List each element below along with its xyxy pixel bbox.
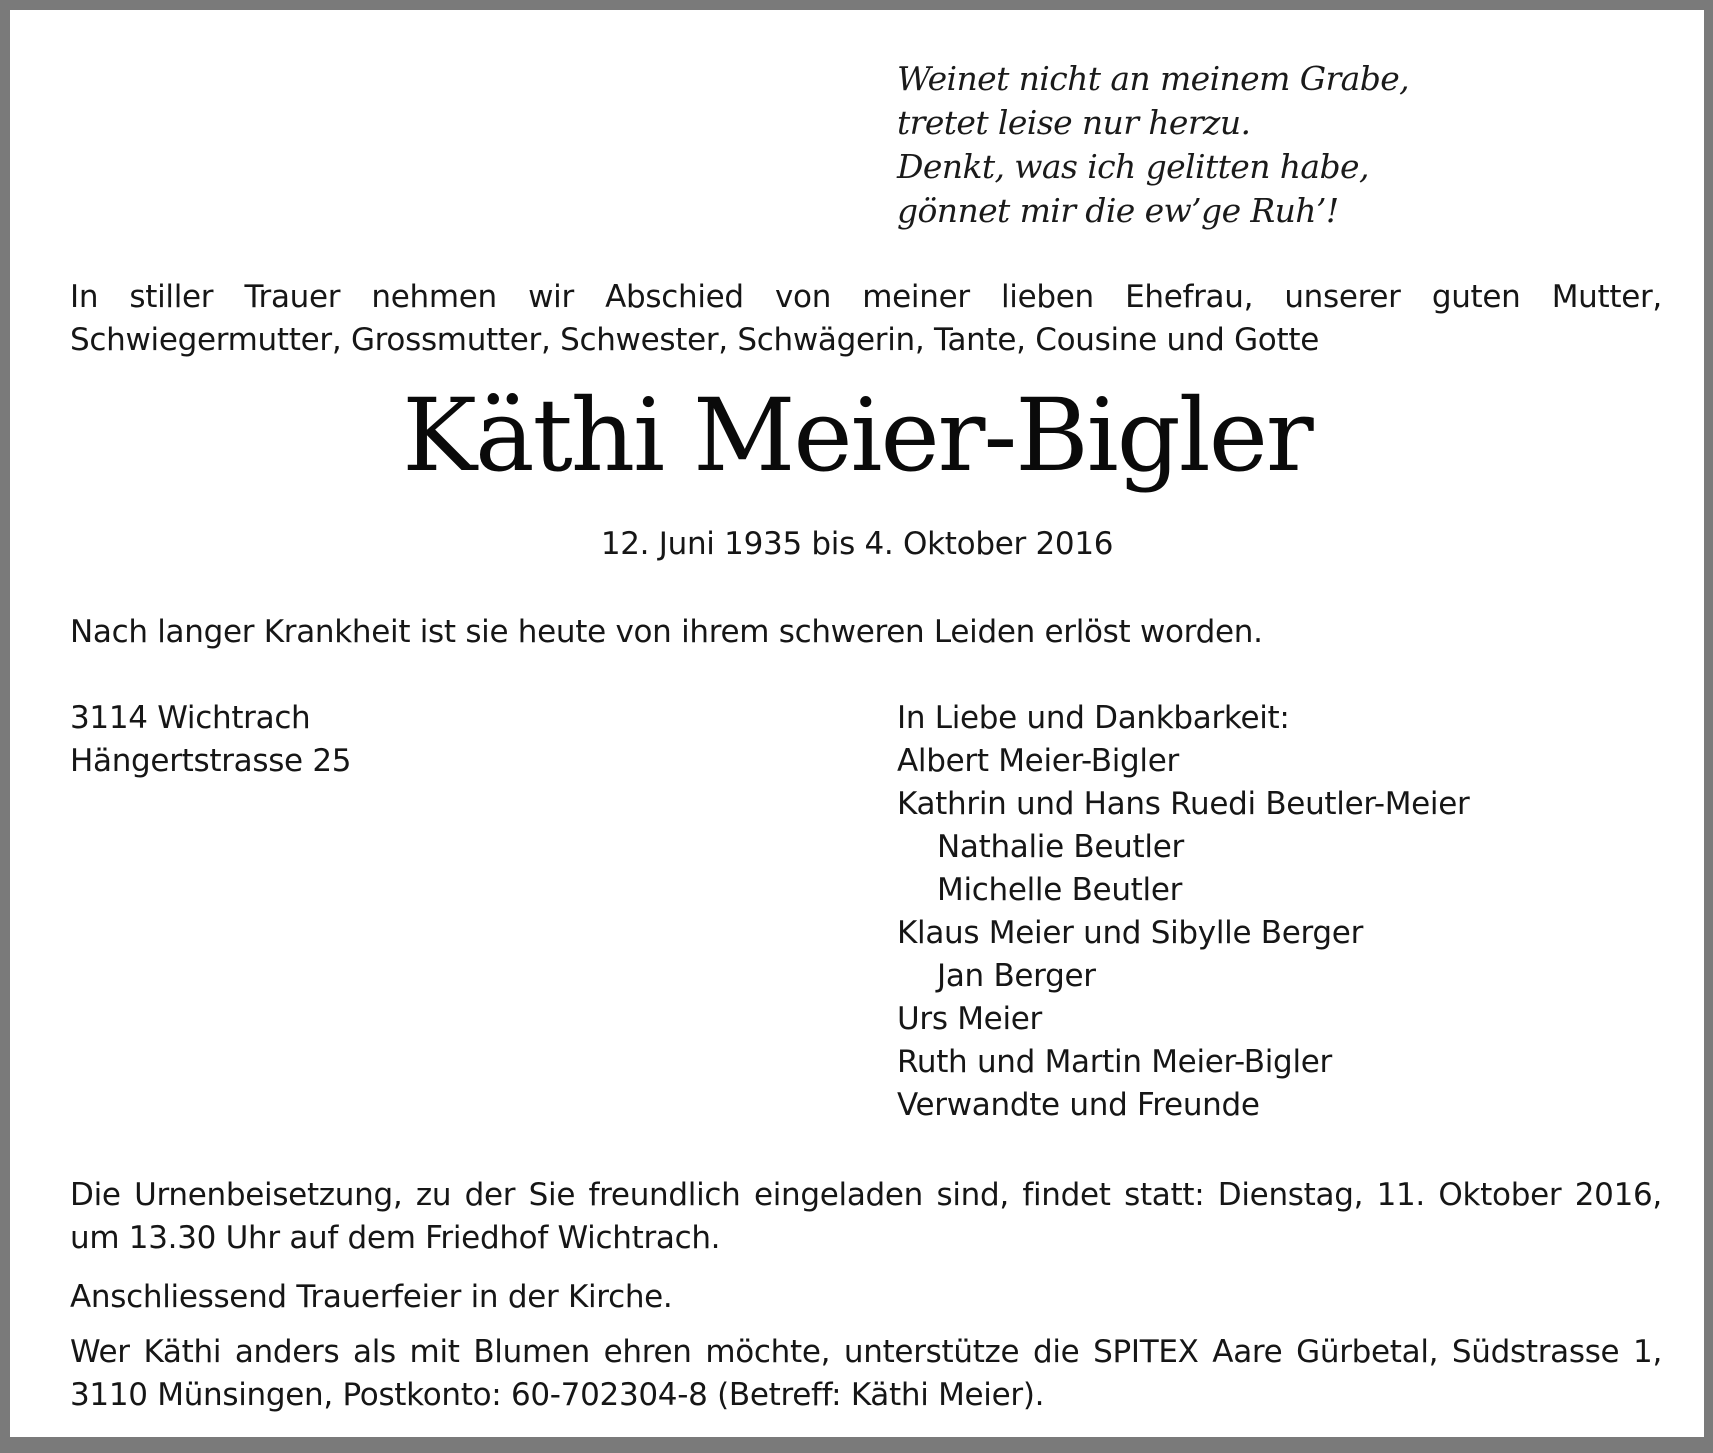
service-note: Anschliessend Trauerfeier in der Kirche. [70, 1279, 673, 1315]
poem-line: gönnet mir die ew’ge Ruh’! [897, 191, 1339, 230]
mourner-entry-child: Michelle Beutler [937, 872, 1183, 908]
mourner-entry: Klaus Meier und Sibylle Berger [897, 915, 1364, 951]
mourner-entry: Albert Meier-Bigler [897, 743, 1179, 779]
farewell-intro: In stiller Trauer nehmen wir Abschied von meiner lieben Ehefrau, unserer guten Mutter, Schwiegermutter, Grossmutter, Schwester, Schwägerin, Tante, Cousine und Gotte [70, 279, 1662, 358]
mourners-heading: In Liebe und Dankbarkeit: [897, 700, 1290, 736]
poem-line: tretet leise nur herzu. [897, 103, 1251, 142]
deceased-name: Käthi Meier-Bigler [402, 377, 1312, 494]
mourner-entry: Verwandte und Freunde [897, 1087, 1260, 1123]
mourner-entry: Kathrin und Hans Ruedi Beutler-Meier [897, 786, 1470, 822]
mourner-entry-child: Nathalie Beutler [937, 829, 1184, 865]
family-address [70, 697, 351, 783]
address-city: 3114 Wichtrach [70, 700, 311, 736]
mourner-entry-child: Jan Berger [937, 958, 1096, 994]
life-dates: 12. Juni 1935 bis 4. Oktober 2016 [600, 526, 1114, 562]
mourner-entry: Ruth und Martin Meier-Bigler [897, 1044, 1332, 1080]
mourner-entry: Urs Meier [897, 1001, 1042, 1037]
relief-statement: Nach langer Krankheit ist sie heute von ihrem schweren Leiden erlöst worden. [70, 614, 1263, 650]
poem-line: Denkt, was ich gelitten habe, [897, 147, 1369, 186]
address-street: Hängertstrasse 25 [70, 743, 352, 779]
poem-line: Weinet nicht an meinem Grabe, [897, 59, 1410, 98]
burial-details: Die Urnenbeisetzung, zu der Sie freundlich eingeladen sind, findet statt: Dienstag, 11. Oktober 2016, um 13.30 Uhr auf dem Friedhof Wichtrach. [70, 1177, 1662, 1256]
memorial-poem [897, 57, 1409, 233]
mourners-list [897, 697, 1469, 1127]
donation-note: Wer Käthi anders als mit Blumen ehren möchte, unterstütze die SPITEX Aare Gürbetal, Südstrasse 1, 3110 Münsingen, Postkonto: 60-702304-8 (Betreff: Käthi Meier). [70, 1334, 1662, 1413]
